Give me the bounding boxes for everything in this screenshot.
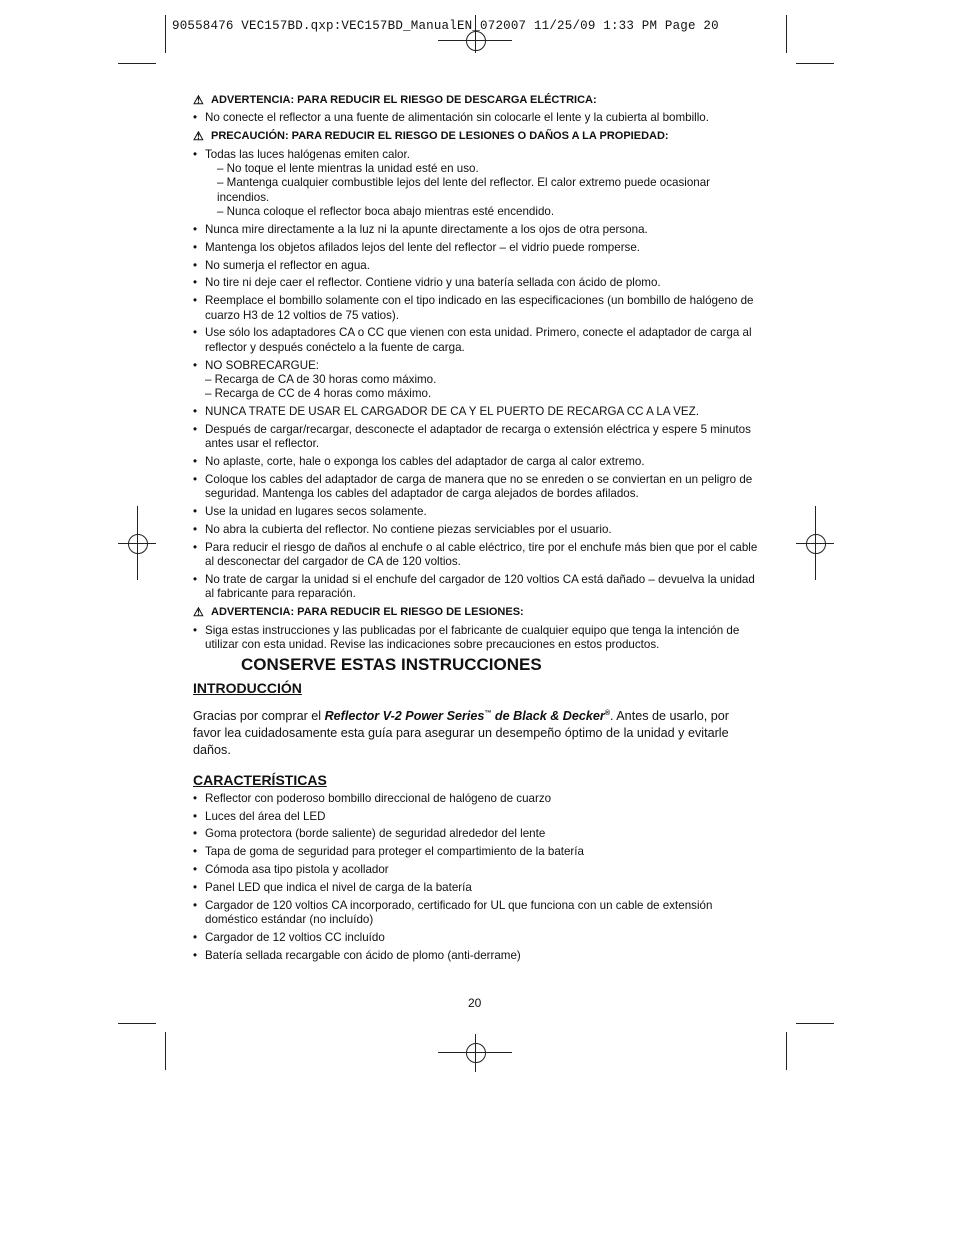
list-item-text: • NO SOBRECARGUE: <box>205 358 320 372</box>
product-name <box>325 709 610 723</box>
list-item-text: • Todas las luces halógenas emiten calor. <box>205 147 410 161</box>
warning-list <box>193 111 759 125</box>
list-item: • Mantenga los objetos afilados lejos del lente del reflector – el vidrio puede romperse. <box>193 241 759 255</box>
registration-mark <box>128 534 148 554</box>
warning-icon: ⚠ <box>193 605 204 620</box>
crop-mark <box>796 63 834 64</box>
list-item: • Goma protectora (borde saliente) de seguridad alrededor del lente <box>193 827 759 841</box>
list-item: • No tire ni deje caer el reflector. Contiene vidrio y una batería sellada con ácido de plomo. <box>193 276 759 290</box>
list-item: • Use sólo los adaptadores CA o CC que vienen con esta unidad. Primero, conecte el adaptador de carga al reflector y después conéctelo a la fuente de carga. <box>193 326 759 355</box>
list-item: • Batería sellada recargable con ácido de plomo (anti-derrame) <box>193 949 759 963</box>
sub-item: – Mantenga cualquier combustible lejos del lente del reflector. El calor extremo puede ocasionar incendios. <box>217 176 711 204</box>
warning-heading <box>193 93 759 107</box>
registration-mark <box>806 534 826 554</box>
list-item: • Después de cargar/recargar, desconecte el adaptador de recarga o extensión eléctrica y espere 5 minutos antes usar el reflector. <box>193 423 759 452</box>
crop-mark <box>165 1032 166 1070</box>
page-number: 20 <box>468 996 482 1010</box>
crop-mark <box>118 63 156 64</box>
list-item: • Coloque los cables del adaptador de carga de manera que no se enreden o se conviertan en un peligro de seguridad. Mantenga los cables del adaptador de carga alejados de bordes afilados. <box>193 473 759 502</box>
list-item: • Use la unidad en lugares secos solamente. <box>193 505 759 519</box>
trademark-mark: ™ <box>484 710 492 718</box>
crop-mark <box>786 1032 787 1070</box>
brand-name: de Black & Decker <box>491 709 605 724</box>
registration-mark <box>466 1043 486 1063</box>
sub-item: – No toque el lente mientras la unidad esté en uso. <box>217 162 479 176</box>
caution-title: PRECAUCIÓN: PARA REDUCIR EL RIESGO DE LESIONES O DAÑOS A LA PROPIEDAD: <box>211 130 669 143</box>
list-item: • Siga estas instrucciones y las publicadas por el fabricante de cualquier equipo que tenga la intención de utilizar con esta unidad. Revise las indicaciones sobre precauciones en estos productos. <box>193 624 759 653</box>
list-item: • No abra la cubierta del reflector. No contiene piezas serviciables por el usuario. <box>193 523 759 537</box>
warning-title: ADVERTENCIA: PARA REDUCIR EL RIESGO DE LESIONES: <box>211 606 524 619</box>
list-item: • No conecte el reflector a una fuente de alimentación sin colocarle el lente y la cubierta al bombillo. <box>193 111 759 125</box>
sub-item: – Recarga de CC de 4 horas como máximo. <box>205 387 432 401</box>
registered-mark: ® <box>604 710 610 718</box>
list-item: • No trate de cargar la unidad si el enchufe del cargador de 120 voltios CA está dañado – devuelva la unidad al fabricante para reparación. <box>193 573 759 602</box>
save-instructions-heading: CONSERVE ESTAS INSTRUCCIONES <box>241 655 542 675</box>
list-item: • Reemplace el bombillo solamente con el tipo indicado en las especificaciones (un bombillo de halógeno de cuarzo H3 de 12 voltios de 75 vatios). <box>193 294 759 323</box>
list-item: • Tapa de goma de seguridad para proteger el compartimiento de la batería <box>193 845 759 859</box>
list-item: • Cómoda asa tipo pistola y acollador <box>193 863 759 877</box>
product-name-text: Reflector V-2 Power Series <box>324 709 485 724</box>
crop-mark <box>165 15 166 53</box>
list-item: • Reflector con poderoso bombillo direccional de halógeno de cuarzo <box>193 792 759 806</box>
intro-paragraph <box>193 705 759 759</box>
section-heading: CARACTERÍSTICAS <box>193 772 327 789</box>
sub-item: – Recarga de CA de 30 horas como máximo. <box>205 373 437 387</box>
crop-mark <box>796 1023 834 1024</box>
file-slug: 90558476 VEC157BD.qxp:VEC157BD_ManualEN_072007 11/25/09 1:33 PM Page 20 <box>172 19 719 33</box>
registration-mark <box>466 31 486 51</box>
list-item <box>193 359 759 402</box>
warning-icon: ⚠ <box>193 93 204 107</box>
list-item: • Cargador de 120 voltios CA incorporado, certificado for UL que funciona con un cable de extensión doméstico estándar (no incluído) <box>193 899 759 928</box>
warning-title: ADVERTENCIA: PARA REDUCIR EL RIESGO DE DESCARGA ELÉCTRICA: <box>211 94 597 106</box>
list-item: • Cargador de 12 voltios CC incluído <box>193 931 759 945</box>
warning-list <box>193 624 759 653</box>
list-item: • No sumerja el reflector en agua. <box>193 259 759 273</box>
list-item: • No aplaste, corte, hale o exponga los cables del adaptador de carga al calor extremo. <box>193 455 759 469</box>
list-item: • Luces del área del LED <box>193 810 759 824</box>
intro-text: . Antes de usarlo, por favor lea cuidadosamente esta guía para asegurar un desempeño óptimo de la unidad y evitarle daños. <box>193 709 729 758</box>
list-item: • Panel LED que indica el nivel de carga de la batería <box>193 881 759 895</box>
page-body <box>193 93 759 966</box>
list-item: • Para reducir el riesgo de daños al enchufe o al cable eléctrico, tire por el enchufe más bien que por el cable al desconectar del cargador de CA de 120 voltios. <box>193 541 759 570</box>
list-item: • NUNCA TRATE DE USAR EL CARGADOR DE CA Y EL PUERTO DE RECARGA CC A LA VEZ. <box>193 405 759 419</box>
crop-mark <box>118 1023 156 1024</box>
warning-icon: ⚠ <box>193 129 204 144</box>
section-heading: INTRODUCCIÓN <box>193 679 302 696</box>
crop-mark <box>786 15 787 53</box>
list-item: • Nunca mire directamente a la luz ni la apunte directamente a los ojos de otra persona. <box>193 223 759 237</box>
list-item <box>193 148 759 220</box>
warning-heading <box>193 605 759 619</box>
caution-list <box>193 148 759 602</box>
sub-item: – Nunca coloque el reflector boca abajo mientras esté encendido. <box>217 205 555 219</box>
intro-text: Gracias por comprar el <box>193 709 325 724</box>
features-list <box>193 792 759 963</box>
caution-heading <box>193 129 759 143</box>
